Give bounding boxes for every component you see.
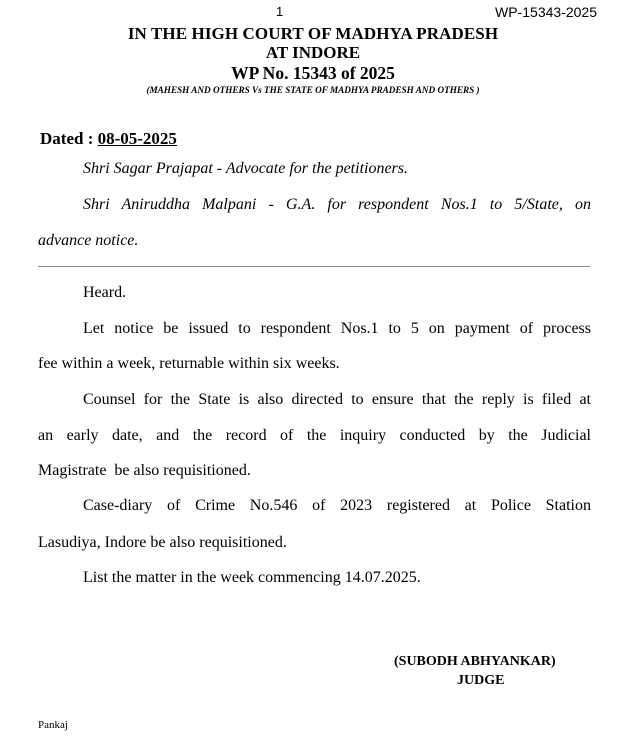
appearance-petitioner: Shri Sagar Prajapat - Advocate for the petitioners. [83,160,409,177]
notice-line1: Let notice be issued to respondent Nos.1 to 5 on payment of process [83,320,591,337]
listing-text: List the matter in the week commencing 14.07.2025. [83,569,421,586]
counsel-line2: an early date, and the record of the inquiry conducted by the Judicial [38,427,591,444]
page-number: 1 [276,4,284,19]
stenographer-initials: Pankaj [38,719,68,731]
section-divider [38,266,590,267]
case-reference: WP-15343-2025 [495,4,597,20]
judge-name: (SUBODH ABHYANKAR) [394,654,556,669]
case-parties: (MAHESH AND OTHERS Vs THE STATE OF MADHYA PRADESH AND OTHERS ) [146,85,480,95]
order-date-label: Dated : [40,129,94,148]
casediary-line2: Lasudiya, Indore be also requisitioned. [38,534,287,551]
order-date [40,129,177,149]
notice-line2: fee within a week, returnable within six weeks. [38,355,340,372]
court-bench: AT INDORE [265,43,361,62]
appearance-state-line1: Shri Aniruddha Malpani - G.A. for respondent Nos.1 to 5/State, on [83,196,591,213]
case-title: WP No. 15343 of 2025 [231,63,395,83]
judge-designation: JUDGE [457,673,505,688]
casediary-line1: Case-diary of Crime No.546 of 2023 registered at Police Station [83,497,591,514]
court-name: IN THE HIGH COURT OF MADHYA PRADESH [127,24,499,43]
counsel-line1: Counsel for the State is also directed to ensure that the reply is filed at [83,391,591,408]
counsel-line3: Magistrate be also requisitioned. [38,462,251,479]
appearance-state-line2: advance notice. [38,232,139,249]
heard-text: Heard. [83,284,127,301]
order-date-value: 08-05-2025 [97,129,177,148]
